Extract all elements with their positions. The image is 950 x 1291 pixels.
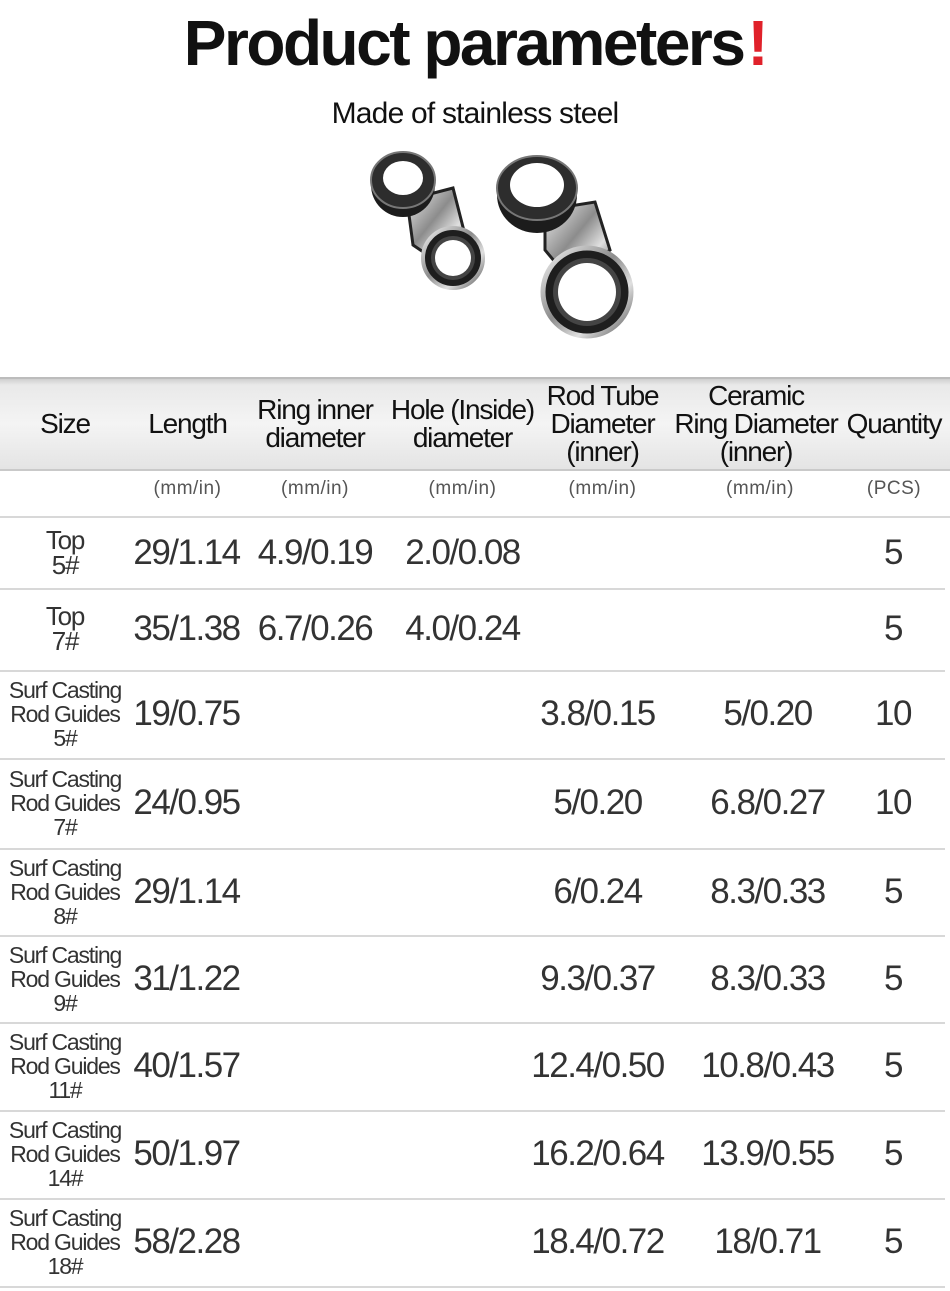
quantity-cell: 5 (884, 609, 902, 648)
table-row (0, 588, 945, 672)
ring-diameter-cell (245, 848, 385, 935)
ceramic-ring-diameter-cell: 13.9/0.55 (701, 1134, 834, 1173)
hole-diameter-cell (385, 1110, 540, 1198)
rod-tube-diameter-cell (530, 588, 665, 670)
ring-diameter-cell: 4.9/0.19 (257, 533, 373, 572)
product-image (355, 140, 655, 350)
table-row (0, 670, 945, 760)
size-cell: Surf Casting Rod Guides 11# (8, 1029, 122, 1103)
rod-tube-diameter-cell: 18.4/0.72 (531, 1222, 664, 1261)
header-length: Length (148, 408, 227, 439)
quantity-cell: 5 (884, 1134, 902, 1173)
header-size: Size (40, 408, 90, 439)
quantity-cell: 5 (884, 533, 902, 572)
unit-ring: (mm/in) (281, 478, 349, 499)
hole-diameter-cell (385, 935, 540, 1022)
length-cell: 58/2.28 (133, 1222, 240, 1261)
size-cell: Surf Casting Rod Guides 7# (8, 766, 122, 840)
subtitle: Made of stainless steel (331, 97, 619, 130)
size-cell: Top 7# (45, 601, 85, 656)
table-row (0, 935, 945, 1024)
header-quantity: Quantity (846, 408, 942, 439)
ceramic-ring-diameter-cell (685, 518, 850, 588)
rod-tube-diameter-cell: 9.3/0.37 (540, 958, 655, 998)
rod-tube-diameter-cell: 5/0.20 (553, 783, 642, 822)
ring-diameter-cell (245, 1022, 385, 1110)
title-text: Product parameters (183, 7, 744, 79)
ring-diameter-cell: 6.7/0.26 (257, 609, 373, 648)
ring-diameter-cell (245, 1198, 385, 1286)
ceramic-ring-diameter-cell: 10.8/0.43 (701, 1046, 834, 1085)
quantity-cell: 10 (875, 783, 911, 822)
length-cell: 29/1.14 (133, 533, 240, 572)
ceramic-ring-diameter-cell: 5/0.20 (723, 694, 812, 733)
unit-quantity: (PCS) (866, 478, 922, 499)
quantity-cell: 10 (875, 694, 911, 733)
rod-guide-rings-illustration (355, 140, 655, 350)
unit-length: (mm/in) (153, 478, 222, 499)
ceramic-ring-diameter-cell (685, 588, 850, 670)
title-exclamation: ! (747, 7, 767, 79)
hole-diameter-cell (385, 1198, 540, 1286)
hole-diameter-cell (385, 848, 540, 935)
table-row (0, 758, 945, 850)
units-row (0, 470, 950, 518)
header-ceramic-ring-diameter: Ceramic Ring Diameter (inner) (674, 380, 838, 467)
size-cell: Surf Casting Rod Guides 5# (8, 677, 122, 751)
table-row (0, 848, 945, 937)
rod-tube-diameter-cell: 6/0.24 (553, 871, 642, 911)
rod-tube-diameter-cell (530, 518, 665, 588)
size-cell: Surf Casting Rod Guides 9# (8, 941, 122, 1016)
header-hole-diameter: Hole (Inside) diameter (390, 394, 535, 453)
page-title (0, 6, 950, 80)
size-cell: Surf Casting Rod Guides 18# (8, 1205, 122, 1279)
ceramic-ring-diameter-cell: 6.8/0.27 (710, 783, 825, 822)
table-row (0, 1110, 945, 1200)
hole-diameter-cell (385, 1022, 540, 1110)
quantity-cell: 5 (884, 1222, 902, 1261)
header-ring-inner-diameter: Ring inner diameter (257, 394, 373, 453)
table-row (0, 1022, 945, 1112)
quantity-cell: 5 (884, 1046, 902, 1085)
quantity-cell: 5 (884, 958, 902, 998)
rod-tube-diameter-cell: 3.8/0.15 (540, 694, 655, 733)
header-rod-tube-diameter: Rod Tube Diameter (inner) (546, 380, 659, 467)
table-row (0, 1198, 945, 1288)
ring-diameter-cell (245, 758, 385, 848)
length-cell: 40/1.57 (133, 1046, 240, 1085)
size-cell: Surf Casting Rod Guides 14# (8, 1117, 122, 1191)
length-cell: 35/1.38 (133, 609, 240, 648)
length-cell: 29/1.14 (133, 871, 240, 911)
ceramic-ring-diameter-cell: 8.3/0.33 (710, 958, 825, 998)
rod-tube-diameter-cell: 16.2/0.64 (531, 1134, 664, 1173)
hole-diameter-cell (385, 758, 540, 848)
ring-diameter-cell (245, 670, 385, 758)
hole-diameter-cell: 2.0/0.08 (405, 533, 520, 572)
length-cell: 50/1.97 (133, 1134, 240, 1173)
ceramic-ring-diameter-cell: 8.3/0.33 (710, 871, 825, 911)
hole-diameter-cell (385, 670, 540, 758)
large-rod-guide (497, 156, 631, 336)
length-cell: 31/1.22 (133, 958, 240, 998)
rod-tube-diameter-cell: 12.4/0.50 (531, 1046, 664, 1085)
unit-ceramic: (mm/in) (726, 478, 794, 499)
ring-diameter-cell (245, 1110, 385, 1198)
quantity-cell: 5 (884, 871, 902, 911)
size-cell: Surf Casting Rod Guides 8# (8, 854, 122, 929)
unit-tube: (mm/in) (568, 478, 637, 499)
small-rod-guide (371, 152, 483, 288)
unit-hole: (mm/in) (428, 478, 497, 499)
hole-diameter-cell: 4.0/0.24 (405, 609, 520, 648)
length-cell: 19/0.75 (133, 694, 240, 733)
size-cell: Top 5# (45, 525, 85, 580)
ring-diameter-cell (245, 935, 385, 1022)
table-header (0, 377, 950, 471)
table-row (0, 518, 945, 590)
ceramic-ring-diameter-cell: 18/0.71 (714, 1222, 821, 1261)
length-cell: 24/0.95 (133, 783, 240, 822)
